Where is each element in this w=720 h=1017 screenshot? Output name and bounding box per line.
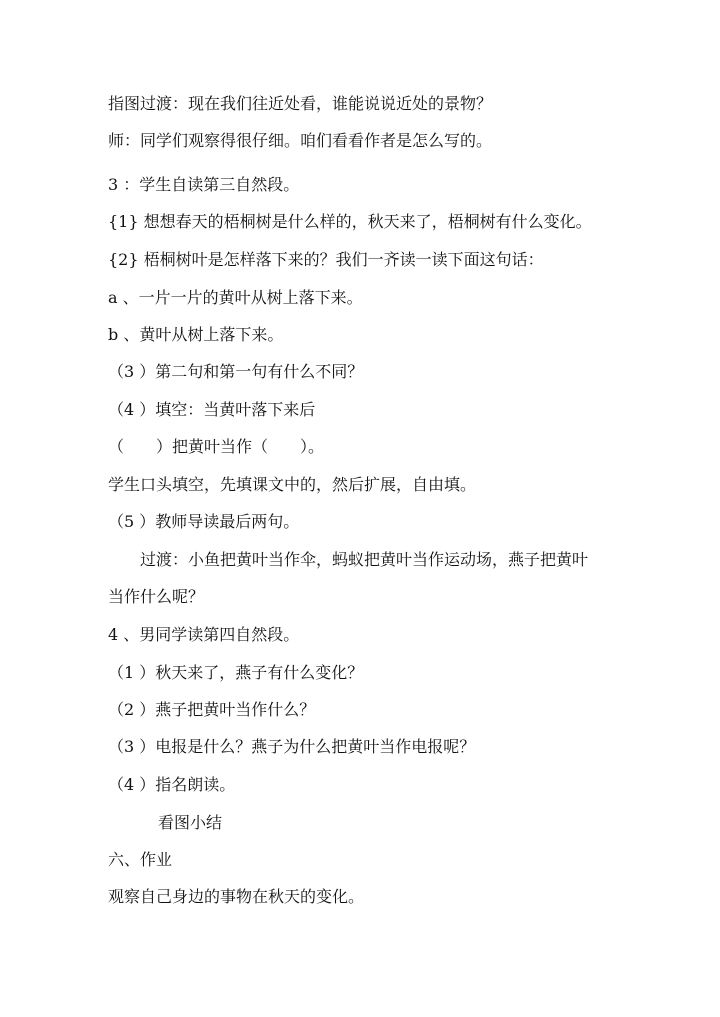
text-line: 3 ：学生自读第三自然段。 — [108, 175, 300, 194]
text-line: （4 ）指名朗读。 — [108, 775, 236, 794]
text-line: 师：同学们观察得很仔细。咱们看看作者是怎么写的。 — [108, 131, 493, 150]
text-line: （5 ）教师导读最后两句。 — [108, 512, 300, 531]
text-line: 过渡：小鱼把黄叶当作伞，蚂蚁把黄叶当作运动场，燕子把黄叶 — [140, 550, 589, 569]
text-line: （4 ）填空：当黄叶落下来后 — [108, 400, 316, 419]
text-line: （2 ）燕子把黄叶当作什么？ — [108, 700, 316, 719]
text-line: （3 ）第二句和第一句有什么不同？ — [108, 362, 364, 381]
text-line: b 、黄叶从树上落下来。 — [108, 325, 284, 344]
text-line: {2} 梧桐树叶是怎样落下来的？我们一齐读一读下面这句话： — [108, 250, 544, 269]
section-summary: 看图小结 — [158, 813, 223, 832]
text-line: 观察自己身边的事物在秋天的变化。 — [108, 887, 365, 906]
text-line: 4 、男同学读第四自然段。 — [108, 625, 300, 644]
text-line: a 、一片一片的黄叶从树上落下来。 — [108, 288, 363, 307]
section-heading: 六、作业 — [108, 850, 173, 869]
text-line: {1} 想想春天的梧桐树是什么样的，秋天来了，梧桐树有什么变化。 — [108, 212, 592, 231]
text-line: 当作什么呢？ — [108, 587, 205, 606]
text-line: （3 ）电报是什么？燕子为什么把黄叶当作电报呢？ — [108, 737, 476, 756]
text-line: （ ）把黄叶当作（ ）。 — [108, 437, 325, 456]
text-line: （1 ）秋天来了，燕子有什么变化？ — [108, 663, 364, 682]
text-line: 指图过渡：现在我们往近处看，谁能说说近处的景物？ — [108, 94, 493, 113]
text-line: 学生口头填空，先填课文中的，然后扩展，自由填。 — [108, 475, 477, 494]
